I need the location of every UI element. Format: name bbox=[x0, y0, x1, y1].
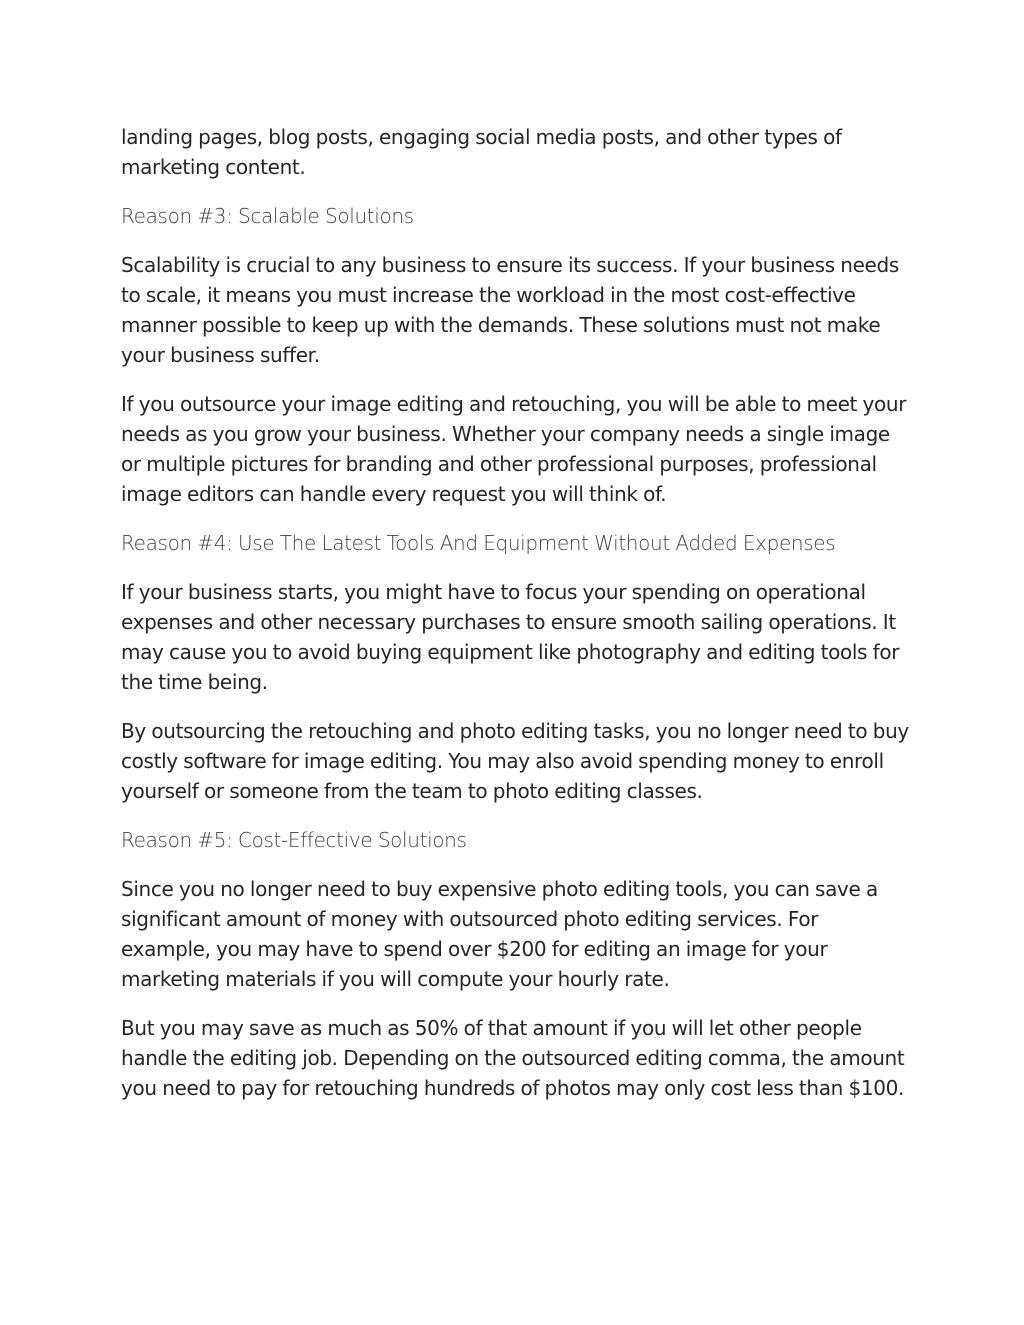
body-paragraph: Scalability is crucial to any business to ensure its success. If your business needs to scale, it means you must increase the workload in the most cost-effective manner possible to keep up with the demands. These solutions must not make your business suffer. bbox=[121, 253, 899, 367]
body-paragraph: landing pages, blog posts, engaging social media posts, and other types of marketing content. bbox=[121, 125, 842, 179]
body-paragraph: Since you no longer need to buy expensive photo editing tools, you can save a significant amount of money with outsourced photo editing services. For example, you may have to spend over $200 for editing an image for your marketing materials if you will compute your hourly rate. bbox=[121, 877, 878, 991]
body-paragraph: If you outsource your image editing and retouching, you will be able to meet your needs as you grow your business. Whether your company needs a single image or multiple pictures for branding and other professional purposes, professional image editors can handle every request you will think of. bbox=[121, 392, 907, 506]
section-heading-reason-4: Reason #4: Use The Latest Tools And Equipment Without Added Expenses bbox=[121, 531, 836, 555]
section-heading-reason-5: Reason #5: Cost-Effective Solutions bbox=[121, 828, 467, 852]
body-paragraph: If your business starts, you might have to focus your spending on operational expenses and other necessary purchases to ensure smooth sailing operations. It may cause you to avoid buying equipment like photography and editing tools for the time being. bbox=[121, 580, 900, 694]
document-body bbox=[121, 122, 911, 1122]
section-heading-reason-3: Reason #3: Scalable Solutions bbox=[121, 204, 414, 228]
body-paragraph: By outsourcing the retouching and photo editing tasks, you no longer need to buy costly software for image editing. You may also avoid spending money to enroll yourself or someone from the team to photo editing classes. bbox=[121, 719, 909, 803]
body-paragraph: But you may save as much as 50% of that amount if you will let other people handle the editing job. Depending on the outsourced editing comma, the amount you need to pay for retouching hundreds of photos may only cost less than $100. bbox=[121, 1016, 905, 1100]
